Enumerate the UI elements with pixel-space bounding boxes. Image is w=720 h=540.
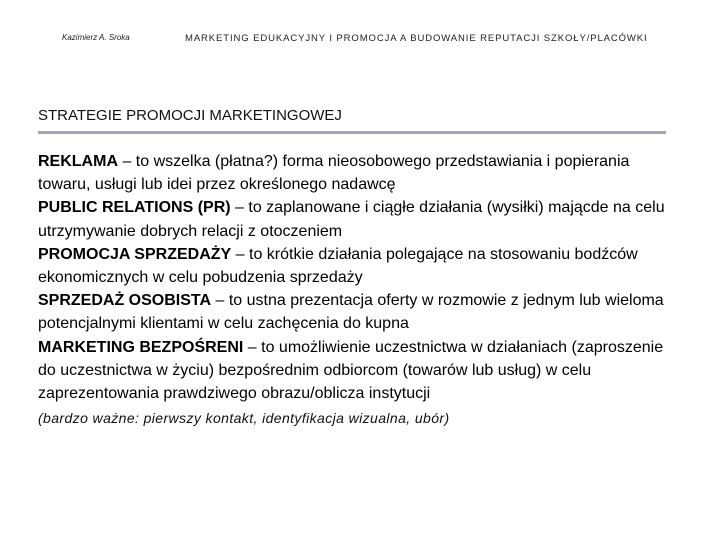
definition-text: – to zaplanowane i ciągłe działania (wysiłki) mającde na celu utrzymywanie dobrych relacji z otoczeniem	[38, 199, 665, 240]
term-label: MARKETING BEZPOŚRENI	[38, 338, 244, 356]
term-label: PROMOCJA SPRZEDAŻY	[38, 245, 232, 263]
section-title: STRATEGIE PROMOCJI MARKETINGOWEJ	[38, 107, 342, 124]
header-title: MARKETING EDUKACYJNY I PROMOCJA A BUDOWANIE REPUTACJI SZKOŁY/PLACÓWKI	[185, 33, 648, 44]
definitions-list	[38, 150, 678, 430]
definition-sprzedaz-osobista	[38, 289, 678, 335]
term-label: REKLAMA	[38, 153, 118, 170]
definition-text: – to ustna prezentacja oferty w rozmowie z jednym lub wieloma potencjalnymi klientami w celu zachęcenia do kupna	[38, 292, 664, 333]
divider-line	[38, 131, 666, 134]
definition-reklama	[38, 150, 678, 196]
definition-marketing-bezposredni	[38, 336, 678, 406]
definition-text: – to krótkie działania polegające na stosowaniu bodźców ekonomicznych w celu pobudzenia sprzedaży	[38, 245, 638, 287]
term-label: PUBLIC RELATIONS (PR)	[38, 199, 231, 217]
definition-text: – to wszelka (płatna?) forma nieosobowego przedstawiania i popierania towaru, usługi lub idei przez określonego nadawcę	[38, 153, 630, 194]
definition-promocja-sprzedazy	[38, 243, 678, 289]
term-label: SPRZEDAŻ OSOBISTA	[38, 292, 212, 310]
definition-public-relations	[38, 196, 678, 242]
footnote: (bardzo ważne: pierwszy kontakt, identyfikacja wizualna, ubór)	[38, 410, 450, 427]
author-name: Kazimierz A. Sroka	[62, 33, 130, 42]
definition-text: – to umożliwienie uczestnictwa w działaniach (zaproszenie do uczestnictwa w życiu) bezpośrednim odbiorcom (towarów lub usług) w celu zaprezentowania prawdziwego obrazu/oblicza instytucji	[38, 338, 664, 403]
